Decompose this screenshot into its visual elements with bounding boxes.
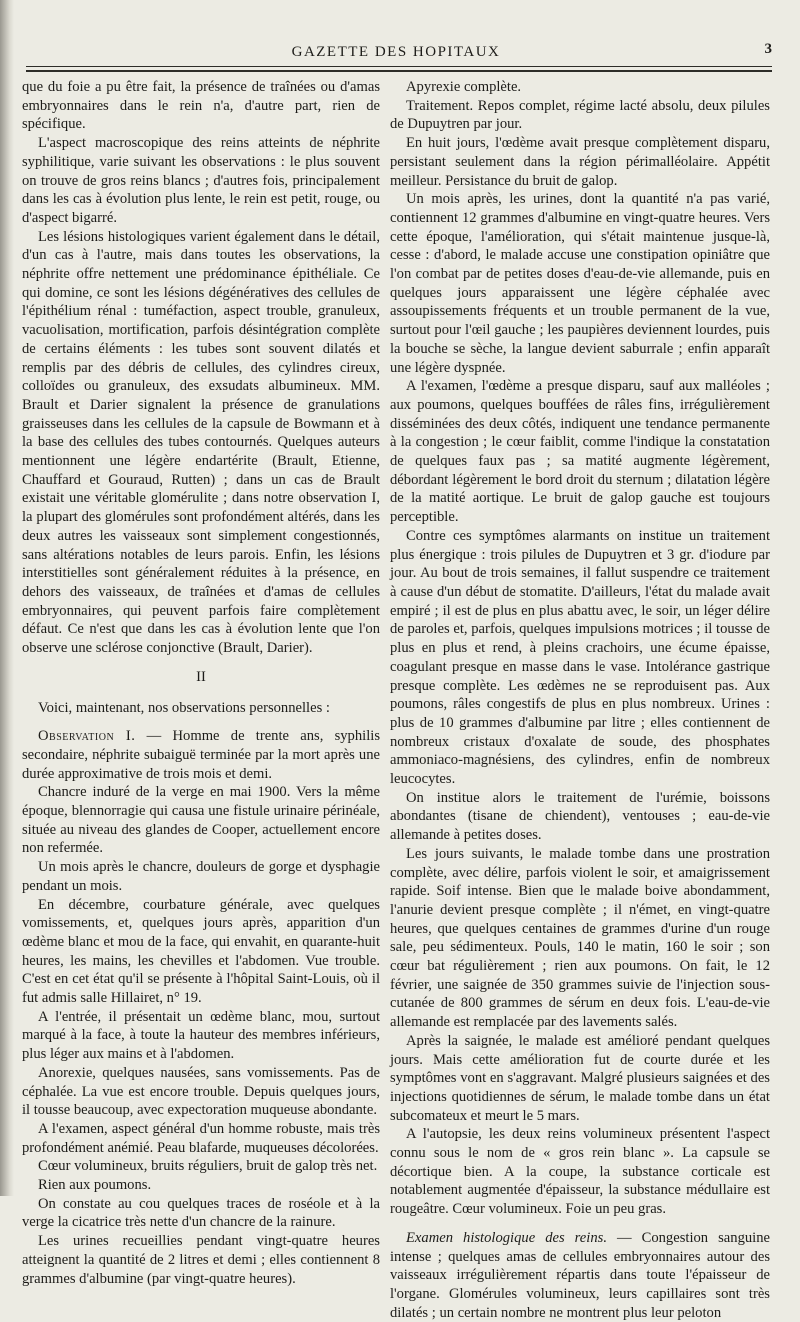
header-rule-thin	[26, 66, 772, 67]
paragraph: Voici, maintenant, nos observations personnelles :	[38, 699, 330, 716]
paragraph: Après la saignée, le malade est amélioré pendant quelques jours. Mais cette amélioration fut de courte durée et les symptômes vont en s'aggravant. Malgré plusieurs saignées et des injections quotidiennes de sérum, le malade tombe dans un état subcomateux et meurt le 5 mars.	[390, 1032, 770, 1124]
paragraph: Cœur volumineux, bruits réguliers, bruit de galop très net.	[38, 1158, 378, 1175]
paragraph: Les urines recueillies pendant vingt-quatre heures atteignent la quantité de 2 litres et demi ; elles contiennent 8 grammes d'albumine (par vingt-quatre heures).	[22, 1233, 380, 1287]
histology-text: — Congestion sanguine intense ; quelques amas de cellules embryonnaires autour des vaisseaux irrégulièrement répartis dans toute l'épaisseur de l'organe. Glomérules volumineux, leurs capillaires sont très dilatés ; un certain nombre ne montrent plus leur peloton	[390, 1229, 770, 1321]
paragraph: A l'entrée, il présentait un œdème blanc, mou, surtout marqué à la face, à toute la hauteur des membres inférieurs, plus léger aux mains et à l'abdomen.	[22, 1008, 380, 1063]
paragraph: Contre ces symptômes alarmants on institue un traitement plus énergique : trois pilules de Dupuytren et 3 gr. d'iodure par jour. Au bout de trois semaines, il fallut suspendre ce traitement à cause d'un début de stomatite. D'ailleurs, l'état du malade avait empiré ; il est de plus en plus abattu avec, le soir, un léger délire de paroles et, parfois, quelques impulsions motrices ; il tousse de plus en plus et rend, à pleins crachoirs, une écume épaisse, coagulant presque en masse dans le vase. Intolérance gastrique presque complète. Les œdèmes ne se reproduisent pas. Aux poumons, râles congestifs de plus en plus nombreux. Urines : plus de 10 grammes d'albumine par litre ; elles contiennent de nombreux cristaux d'oxalate de soude, des phosphates ammoniaco-magnésiens, des cylindres, enfin de nombreux leucocytes.	[390, 527, 770, 788]
left-column	[22, 78, 380, 1287]
binding-shadow	[0, 0, 14, 1196]
paragraph: A l'autopsie, les deux reins volumineux présentent l'aspect connu sous le nom de « gros rein blanc ». La capsule se décortique bien. A la coupe, la substance corticale est notablement augmentée d'épaisseur, la substance médullaire est rougeâtre. Cœur volumineux. Foie un peu gras.	[390, 1126, 770, 1218]
header-rule-thick	[26, 70, 772, 72]
histology-label: Examen histologique des reins.	[406, 1229, 607, 1246]
paragraph: A l'examen, l'œdème a presque disparu, sauf aux malléoles ; aux poumons, quelques bouffées de râles fins, irrégulièrement disséminées des deux côtés, indiquent une tendance permanente à la congestion ; le cœur faiblit, comme l'indique la constatation de quelques faux pas ; sa matité augmente légèrement, débordant légèrement le bord droit du sternum ; dilatation légère de la matité aortique. Le bruit de galop gauche est toujours perceptible.	[390, 378, 770, 526]
paragraph: Chancre induré de la verge en mai 1900. Vers la même époque, blennorragie qui causa une fistule urinaire périnéale, située au niveau des glandes de Cooper, actuellement encore non refermée.	[22, 784, 380, 857]
paragraph: Rien aux poumons.	[38, 1177, 152, 1194]
paragraph: que du foie a pu être fait, la présence de traînées ou d'amas embryonnaires dans le rein n'a, d'autre part, rien de spécifique.	[22, 79, 380, 133]
histology-paragraph	[390, 1229, 770, 1322]
page-number: 3	[764, 41, 772, 57]
paragraph: Les lésions histologiques varient également dans le détail, d'un cas à l'autre, mais dans toutes les observations, la néphrite offre nettement une prédominance épithéliale. Ce qui domine, ce sont les lésions dégénératives des cellules de l'épithélium rénal : tuméfaction, aspect trouble, granuleux, vacuolisation, mortification, parfois désintégration complète de certains éléments : les tubes sont souvent dilatés et remplis par des débris de cellules, des cylindres cireux, colloïdes ou granuleux, des exsudats albumineux. MM. Brault et Darier signalent la présence de granulations graisseuses dans les cellules de la capsule de Bowmann et à la base des cellules des tubes contournés. Quelques auteurs mentionnent une légère endartérite (Brault, Etienne, Chauffard et Gouraud, Rutten) ; dans un cas de Brault existait une véritable glomérulite ; dans notre observation I, la plupart des glomérules sont profondément altérés, dans les deux autres les vaisseaux sont simplement congestionnés, sans altérations notables de leurs parois. Enfin, les lésions interstitielles sont généralement réduites à la présence, en dehors des vaisseaux, de traînées et d'amas de cellules embryonnaires, qui peuvent parfois faire complètement défaut. Ce n'est que dans les cas à évolution lente que l'on observe une sclérose conjonctive (Brault, Darier).	[22, 228, 380, 657]
section-heading: II	[196, 668, 206, 685]
paragraph: On institue alors le traitement de l'urémie, boissons abondantes (tisane de chiendent), ventouses ; eau-de-vie allemande à petites doses.	[390, 789, 770, 844]
page-header	[20, 41, 772, 68]
paragraph: L'aspect macroscopique des reins atteints de néphrite syphilitique, varie suivant les observations : le plus souvent on trouve de gros reins blancs ; d'autres fois, principalement dans les cas à évolution plus lente, le rein est petit, rouge, ou d'aspect bigarré.	[22, 135, 380, 226]
observation-paragraph	[22, 727, 380, 783]
paragraph: A l'examen, aspect général d'un homme robuste, mais très profondément anémié. Peau blafarde, muqueuses décolorées.	[22, 1120, 380, 1156]
observation-summary: — Homme de trente ans, syphilis secondaire, néphrite subaiguë terminée par la mort après une durée approximative de trois mois et demi.	[22, 728, 380, 782]
paragraph: Apyrexie complète.	[406, 79, 522, 95]
observation-label: Observation I.	[38, 728, 136, 745]
paragraph: En huit jours, l'œdème avait presque complètement disparu, persistant seulement dans la région périmalléolaire. Appétit meilleur. Persistance du bruit de galop.	[390, 135, 770, 189]
journal-title: GAZETTE DES HOPITAUX	[291, 44, 501, 60]
paragraph: On constate au cou quelques traces de roséole et à la verge la cicatrice très nette d'un chancre de la rainure.	[22, 1195, 380, 1231]
paragraph: En décembre, courbature générale, avec quelques vomissements, et, quelques jours après, apparition d'un œdème blanc et mou de la face, qui envahit, en quarante-huit heures, les mains, les chevilles et l'abdomen. Vue trouble. C'est en cet état qu'il se présente à l'hôpital Saint-Louis, où il fut admis salle Hillairet, n° 19.	[22, 896, 380, 1007]
paragraph: Anorexie, quelques nausées, sans vomissements. Pas de céphalée. La vue est encore trouble. Depuis quelques jours, il tousse beaucoup, avec expectoration muqueuse abondante.	[22, 1064, 380, 1119]
paragraph: Un mois après le chancre, douleurs de gorge et dysphagie pendant un mois.	[22, 859, 380, 894]
paragraph: Traitement. Repos complet, régime lacté absolu, deux pilules de Dupuytren par jour.	[390, 97, 770, 133]
paragraph: Un mois après, les urines, dont la quantité n'a pas varié, contiennent 12 grammes d'albumine en vingt-quatre heures. Vers cette époque, l'amélioration, qui s'était maintenue jusque-là, cesse : d'abord, le malade accuse une constipation opiniâtre que l'on combat par de petites doses d'eau-de-vie allemande, puis en quelques jours apparaissent une légère céphalée avec assoupissements fréquents et un trouble permanent de la vue, surtout pour l'œil gauche ; les paupières deviennent lourdes, puis la bouche se sèche, la langue devient saburrale ; enfin apparaît une légère dyspnée.	[390, 191, 770, 376]
paragraph: Les jours suivants, le malade tombe dans une prostration complète, avec délire, parfois violent le soir, et amaigrissement rapide. Soif intense. Bien que le malade boive abondamment, l'anurie devient presque complète ; il n'émet, en vingt-quatre heures, que quelques centaines de grammes d'urine d'un rouge sale, peu sédimenteux. Pouls, 140 le matin, 160 le soir ; son cœur bat régulièrement ; rien aux poumons. On fait, le 12 février, une saignée de 350 grammes suivie de l'injection sous-cutanée de 800 grammes de sérum en deux fois. L'eau-de-vie allemande est remplacée par des lavements salés.	[390, 845, 770, 1031]
right-column	[390, 78, 770, 1321]
